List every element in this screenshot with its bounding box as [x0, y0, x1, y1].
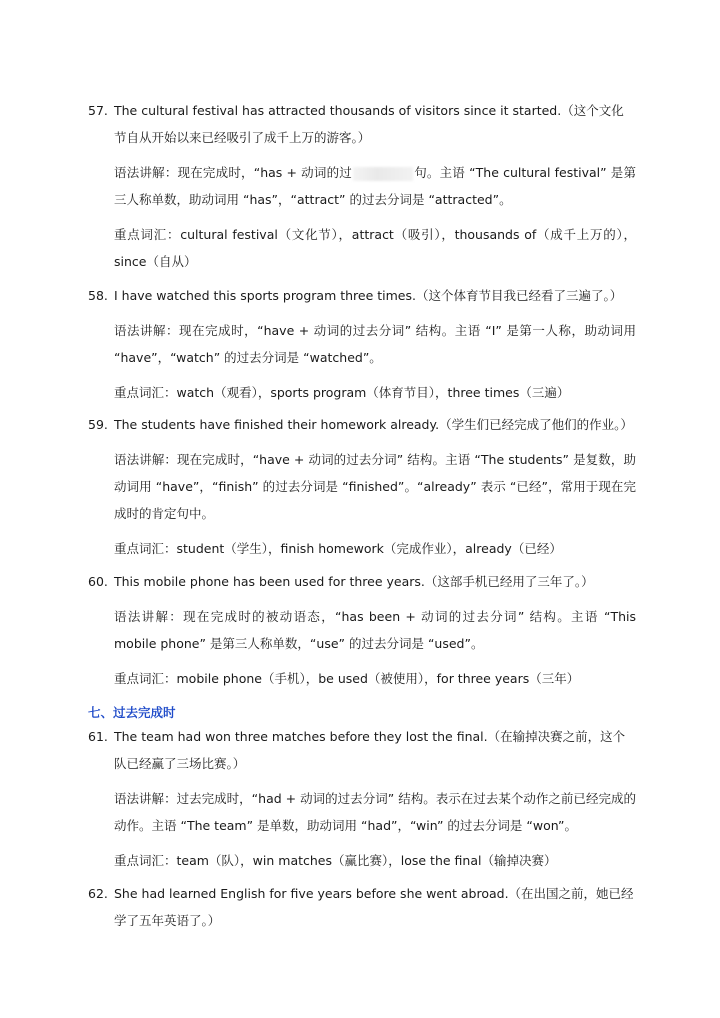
sentence: 59. The students have finished their homework already.（学生们已经完成了他们的作业。） — [88, 411, 636, 438]
item-number: 61. — [88, 729, 108, 744]
exercise-62 — [88, 880, 636, 934]
exercise-59 — [88, 411, 636, 562]
exercise-57 — [88, 97, 636, 275]
vocab-note: 重点词汇：student（学生），finish homework（完成作业），already（已经） — [114, 541, 562, 556]
item-number: 62. — [88, 886, 108, 901]
item-number: 57. — [88, 103, 108, 118]
blurred-region — [353, 167, 413, 181]
vocab-note: 重点词汇：team（队），win matches（赢比赛），lose the final（输掉决赛） — [114, 853, 557, 868]
grammar-note: 语法讲解：过去完成时，“had + 动词的过去分词” 结构。表示在过去某个动作之前已经完成的动作。主语 “The team” 是单数，助动词用 “had”，“win” 的过去分词是 “won”。 — [114, 791, 636, 833]
vocab-note: 重点词汇：cultural festival（文化节），attract（吸引），thousands of（成千上万的），since（自从） — [114, 227, 636, 269]
grammar-note: 语法讲解：现在完成时，“have + 动词的过去分词” 结构。主语 “I” 是第一人称，助动词用 “have”，“watch” 的过去分词是 “watched”。 — [114, 323, 636, 365]
exercise-58 — [88, 282, 636, 406]
sentence: 58. I have watched this sports program three times.（这个体育节目我已经看了三遍了。） — [88, 282, 636, 309]
grammar-note: 语法讲解：现在完成时，“have + 动词的过去分词” 结构。主语 “The students” 是复数，助动词用 “have”，“finish” 的过去分词是 “finished”。“already” 表示 “已经”，常用于现在完成时的肯定句中。 — [114, 452, 636, 521]
grammar-note: 语法讲解：现在完成时的被动语态，“has been + 动词的过去分词” 结构。主语 “This mobile phone” 是第三人称单数，“use” 的过去分词是 “used”。 — [114, 609, 636, 651]
item-number: 60. — [88, 574, 108, 589]
sentence: 60. This mobile phone has been used for three years.（这部手机已经用了三年了。） — [88, 568, 636, 595]
exercise-60 — [88, 568, 636, 692]
exercise-61 — [88, 723, 636, 874]
vocab-note: 重点词汇：mobile phone（手机），be used（被使用），for three years（三年） — [114, 671, 580, 686]
item-number: 59. — [88, 417, 108, 432]
item-number: 58. — [88, 288, 108, 303]
vocab-note: 重点词汇：watch（观看），sports program（体育节目），three times（三遍） — [114, 385, 570, 400]
sentence: 57. The cultural festival has attracted thousands of visitors since it started.（这个文化节自从开始以来已经吸引了成千上万的游客。） — [88, 97, 636, 151]
sentence: 62. She had learned English for five years before she went abroad.（在出国之前，她已经学了五年英语了。） — [88, 880, 636, 934]
section-heading: 七、过去完成时 — [88, 705, 176, 720]
sentence: 61. The team had won three matches before they lost the final.（在输掉决赛之前，这个队已经赢了三场比赛。） — [88, 723, 636, 777]
grammar-note: 语法讲解：现在完成时，“has + 动词的过 句。主语 “The cultural festival” 是第三人称单数，助动词用 “has”，“attract” 的过去分词是 “attracted”。 — [114, 165, 636, 207]
